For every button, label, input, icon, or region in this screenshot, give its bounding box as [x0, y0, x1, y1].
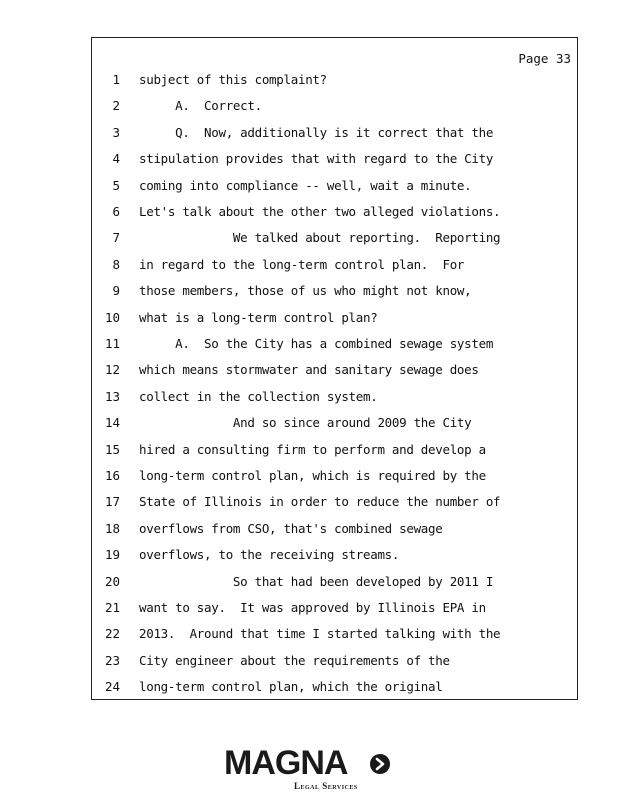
transcript-line [92, 467, 579, 485]
transcript-line [92, 520, 579, 538]
line-number: 13 [104, 388, 120, 404]
line-text: want to say. It was approved by Illinois EPA in [139, 600, 486, 615]
transcript-page [91, 37, 578, 700]
line-number: 12 [104, 362, 120, 378]
transcript-line [92, 256, 579, 274]
line-number: 19 [104, 547, 120, 563]
line-text: And so since around 2009 the City [139, 415, 472, 431]
transcript-line [92, 309, 579, 327]
line-number: 8 [112, 256, 120, 272]
transcript-line [92, 229, 579, 247]
line-text: in regard to the long-term control plan. For [139, 256, 465, 272]
line-number: 11 [104, 336, 120, 351]
arrow-circle-icon [369, 753, 391, 775]
line-text: hired a consulting firm to perform and develop a [139, 441, 486, 457]
transcript-line [92, 177, 579, 195]
line-text: those members, those of us who might not know, [139, 283, 472, 299]
line-text: So that had been developed by 2011 I [139, 573, 494, 589]
logo-wordmark: MAGNA [224, 744, 348, 782]
transcript-line [92, 203, 579, 221]
transcript-line [92, 97, 579, 115]
transcript-line [92, 546, 579, 564]
line-text: Let's talk about the other two alleged violations. [139, 204, 501, 219]
line-number: 6 [112, 204, 120, 219]
line-text: collect in the collection system. [139, 388, 378, 404]
transcript-line [92, 678, 579, 696]
line-text: A. So the City has a combined sewage system [139, 336, 494, 351]
transcript-line [92, 573, 579, 591]
line-text: subject of this complaint? [139, 72, 327, 87]
line-number: 15 [104, 441, 120, 457]
line-number: 18 [104, 520, 120, 536]
line-text: which means stormwater and sanitary sewage does [139, 362, 479, 378]
transcript-line [92, 625, 579, 643]
line-text: Q. Now, additionally is it correct that the [139, 124, 494, 140]
line-number: 20 [104, 573, 120, 589]
transcript-line [92, 282, 579, 300]
line-number: 16 [104, 468, 120, 483]
line-number: 4 [112, 151, 120, 167]
line-number: 5 [112, 177, 120, 193]
line-number: 1 [112, 72, 120, 87]
transcript-line [92, 441, 579, 459]
line-text: overflows, to the receiving streams. [139, 547, 400, 563]
line-text: A. Correct. [139, 98, 262, 114]
transcript-line [92, 599, 579, 617]
line-number: 14 [104, 415, 120, 431]
line-number: 10 [104, 309, 120, 325]
line-number: 21 [104, 600, 120, 615]
line-number: 22 [104, 626, 120, 642]
transcript-line [92, 652, 579, 670]
logo-subtitle: Legal Services [294, 781, 358, 791]
transcript-line [92, 388, 579, 406]
line-text: 2013. Around that time I started talking with the [139, 626, 501, 642]
line-text: City engineer about the requirements of the [139, 652, 450, 668]
line-text: stipulation provides that with regard to the City [139, 151, 494, 167]
transcript-line [92, 335, 579, 353]
company-logo [0, 745, 618, 797]
transcript-line [92, 71, 579, 89]
line-text: We talked about reporting. Reporting [139, 230, 501, 246]
transcript-line [92, 493, 579, 511]
transcript-line [92, 414, 579, 432]
line-number: 23 [104, 652, 120, 668]
line-number: 7 [112, 230, 120, 246]
line-number: 2 [112, 98, 120, 114]
line-text: what is a long-term control plan? [139, 309, 378, 325]
page-number: Page 33 [518, 51, 571, 66]
line-number: 24 [104, 679, 120, 695]
transcript-line [92, 124, 579, 142]
line-number: 3 [112, 124, 120, 140]
line-text: long-term control plan, which is required by the [139, 468, 486, 483]
line-text: long-term control plan, which the original [139, 679, 443, 695]
line-text: State of Illinois in order to reduce the number of [139, 494, 501, 510]
line-number: 17 [104, 494, 120, 510]
line-text: overflows from CSO, that's combined sewage [139, 520, 443, 536]
transcript-line [92, 150, 579, 168]
transcript-line [92, 361, 579, 379]
line-text: coming into compliance -- well, wait a minute. [139, 177, 472, 193]
line-number: 9 [112, 283, 120, 299]
